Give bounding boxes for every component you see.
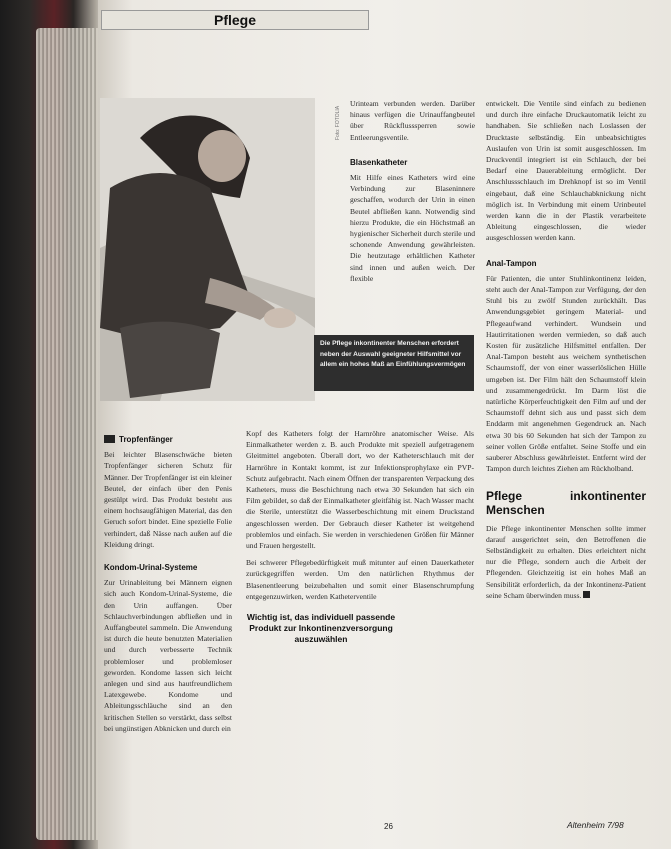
pull-quote: Wichtig ist, das individuell passende Produkt zur Inkontinenzversorgung auszuwählen	[246, 612, 396, 644]
magazine-issue: Altenheim 7/98	[567, 820, 624, 830]
column-3	[486, 98, 646, 601]
heading-tropfenfaenger	[104, 434, 232, 445]
paragraph: Mit Hilfe eines Katheters wird eine Verbindung zur Blaseninnere geschaffen, wodurch der Urin in einen Beutel abfließen kann. Notwendig sind hierzu Produkte, die ein Höchstmaß an hygienischer Sicherheit durch sterile und schonende Anwendung gewährleisten. Die heutzutage erhältlichen Katheter sind innen und außen weich. Der flexible	[350, 173, 475, 283]
page-stack-edges	[36, 28, 100, 840]
heading-pflege-inkontinenter: Pflege inkontinenter Menschen	[486, 488, 646, 517]
column-2-top	[350, 98, 475, 284]
column-1	[104, 428, 232, 734]
paragraph: entwickelt. Die Ventile sind einfach zu bedienen und durch ihre einfache Druckautomatik leicht zu handhaben. Sie schließen nach Loslassen der Drucktaste selbständig. Ein unbeabsichtigtes Auslaufen von Urin ist somit ausgeschlossen. Im Druckventil integriert ist ein Schlauch, der bei Bedarf eine Dauerableitung ermöglicht. Der Anschlussschlauch im Drehknopf ist so im Ventil eingebaut, daß eine Schlauchabknickung nicht möglich ist. In Verbindung mit einem Urinbeutel werden kann die in der Plastik verarbeitete Ableitung eingeschlossen, die wieder ausgeschlossen werden kann.	[486, 99, 646, 243]
section-marker-icon	[104, 435, 115, 443]
heading-text: Tropfenfänger	[119, 435, 173, 444]
column-2-bottom	[246, 428, 474, 602]
paragraph	[486, 523, 646, 601]
paragraph: Bei schwerer Pflegebedürftigkeit muß mitunter auf einen Dauerkatheter zurückgegriffen werden. Um den natürlichen Rhythmus der Blasenentleerung beizubehalten und somit einer Blasenschrumpfung entgegenzuwirken, werden Katheterventile	[246, 558, 474, 601]
heading-kondom-urinal: Kondom-Urinal-Systeme	[104, 563, 198, 573]
section-header	[101, 10, 369, 30]
section-title: Pflege	[213, 12, 256, 28]
photo-caption: Die Pflege inkontinenter Menschen erfordert neben der Auswahl geeigneter Hilfsmittel vor allem ein hohes Maß an Einfühlungsvermögen	[314, 335, 474, 391]
paragraph-text: Die Pflege inkontinenter Menschen sollte immer darauf ausgerichtet sein, den Betroffenen die Selbständigkeit zu erhalten. Dies erleichtert nicht nur die Pflege, sondern auch die Arbeit der Pflegenden. Gleichzeitig ist ein hohes Maß an Sensibilität erforderlich, da der Inkontinenz-Patient seine Scham überwinden muss.	[486, 523, 646, 600]
page-number: 26	[384, 822, 393, 831]
paragraph: Zur Urinableitung bei Männern eignen sich auch Kondom-Urinal-Systeme, die den Urin auffangen. Über Schlauchverbindungen abfließen und in Auffangbeutel sammeln. Die Anwendung ist durch die heute benutzten Materialien und durch verbesserte Technik problemloser und problemloser geworden. Kondome lassen sich leicht anlegen und sind aus hautfreundlichem Latexgewebe. Kondome und Ableitungsschläuche sind an den kritischen Stellen so verstärkt, dass selbst bei ungünstigen Abknicken und durch ein	[104, 578, 232, 733]
photo-credit: Foto: FOTOLIA	[335, 105, 341, 140]
paragraph: Urinteam verbunden werden. Darüber hinaus verfügen die Urinauffangbeutel über Rückflusssperren sowie Entleerungsventile.	[350, 99, 475, 142]
paragraph: Bei leichter Blasenschwäche bieten Tropfenfänger sicheren Schutz für Männer. Der Tropfenfänger ist ein kleiner Beutel, der einfach über den Penis gestülpt wird. Das Produkt besteht aus einem hochsaugfähigen Material, das den Geruch sofort bindet. Eine spezielle Folie verhindert, daß Nässe nach außen auf die Kleidung dringt.	[104, 450, 232, 549]
photo-illustration	[100, 98, 315, 401]
nurse-patient-photo	[100, 98, 315, 401]
paragraph: Kopf des Katheters folgt der Harnröhre anatomischer Weise. Als Einmalkatheter werden z. B. auch Produkte mit speziell aufgetragenem Gleitmittel angeboten. Überall dort, wo der Katheterschlauch mit der Harnröhre in Kontakt kommt, ist zur Infektionsprophylaxe ein PVP-Schutz aufgebracht. Nach einem Öffnen der transparenten Verpackung des Katheters, muss die Beschichtung nach etwa 30 Sekunden hat sich ein Film gebildet, so daß der Einmalkatheter gleitfähig ist. Nach Wasser macht die Sterile, unterstützt die Wasserbeschichtung mit einem Druckstand angeschlossen werden. Der Gebrauch dieser Katheter ist weitgehend problemlos und einfach. Sie werden in verschiedenen Größen für Männer und Frauen hergestellt.	[246, 429, 474, 551]
paragraph: Für Patienten, die unter Stuhlinkontinenz leiden, steht auch der Anal-Tampon zur Verfügung, der den Stuhl bis zu zwölf Stunden zurückhält. Das Anwendungsgebiet geringem Material- und Pflegeaufwand verhindert. Wundsein und Hautirritationen werden vermieden, so daß auch Kosten für zusätzliche Hilfsmittel entfallen. Der Anal-Tampon besteht aus weichem synthetischen Schaumstoff, der von einer wasserlöslichen Hülle umgeben ist. Der Film hält den Schaumstoff klein und zusammengedrückt. Im Darm löst die natürliche Körperfeuchtigkeit den Film auf und der Schaumstoff dehnt sich aus und passt sich dem Enddarm mit angenehmen Gegendruck an. Nach etwa 30 bis 60 Sekunden hat sich der Tampon zu seiner vollen Größe entfaltet. Seine Stoffe und ein sauberer Abschluss gewährleistet. Entfernt wird der Tampon durch leichtes Ziehen am Rückholband.	[486, 273, 646, 474]
heading-anal-tampon: Anal-Tampon	[486, 258, 537, 268]
article-end-icon	[583, 591, 590, 598]
heading-blasenkatheter: Blasenkatheter	[350, 157, 408, 167]
